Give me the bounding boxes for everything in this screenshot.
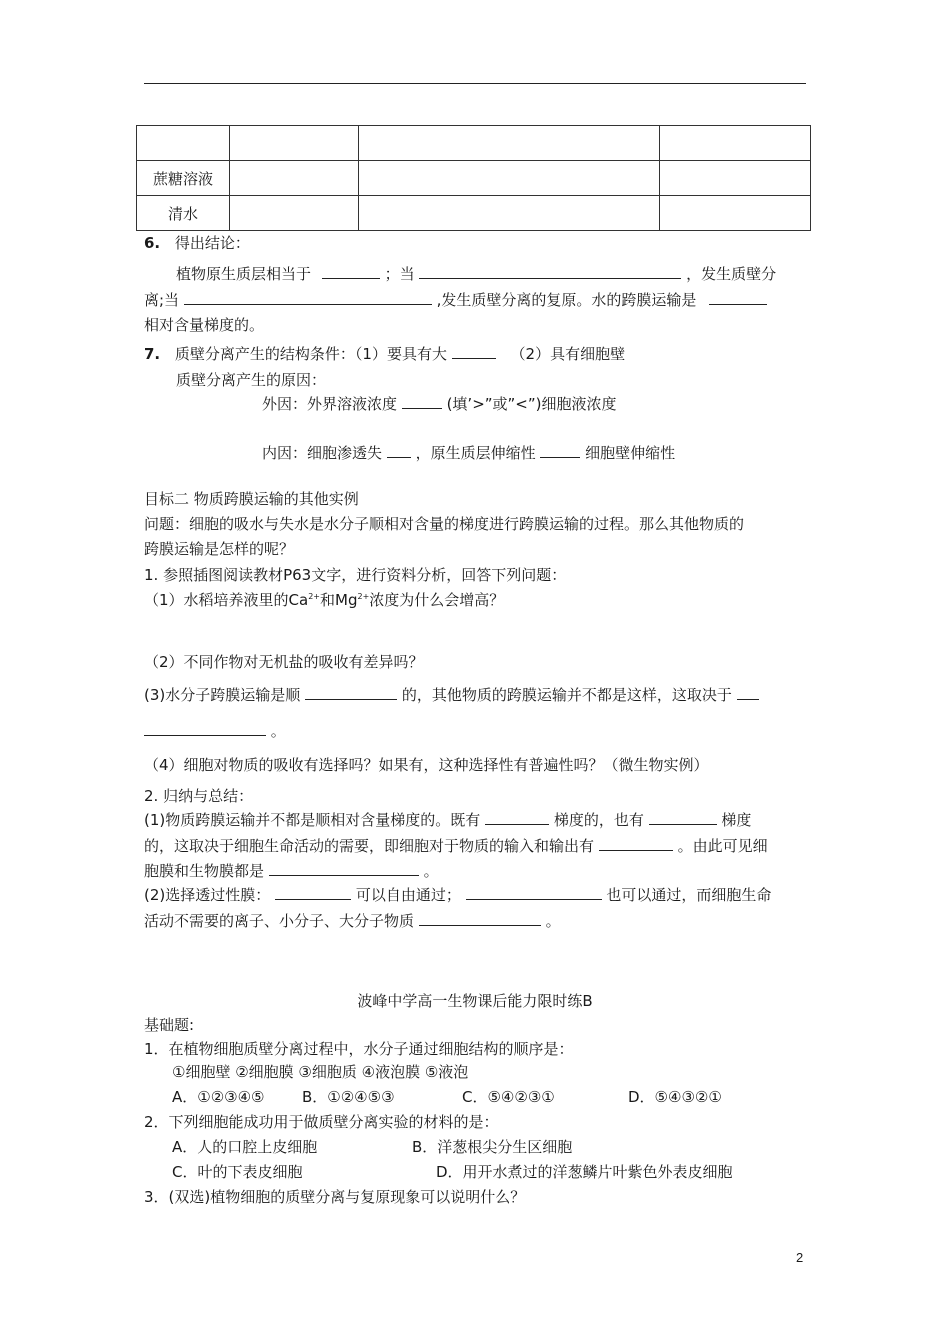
header-rule	[144, 83, 806, 84]
exercise-3: 3．(双选)植物细胞的质壁分离与复原现象可以说明什么？	[144, 1188, 526, 1206]
text: ，原生质层伸缩性	[415, 444, 536, 462]
table-cell: 蔗糖溶液	[137, 161, 230, 196]
s7-line-4	[262, 442, 675, 463]
text: （2）具有细胞壁	[510, 345, 626, 363]
text: 内因：细胞渗透失	[262, 444, 383, 462]
question-1-4: （4）细胞对物质的吸收有选择吗？如果有，这种选择性有普遍性吗？（微生物实例）	[144, 756, 709, 774]
section-title: 得出结论：	[174, 234, 250, 252]
text: 也可以通过，而细胞生命	[606, 886, 772, 904]
section-6-heading	[144, 232, 250, 253]
table-row	[137, 196, 811, 231]
goal-2-paragraph-2: 跨膜运输是怎样的呢？	[144, 540, 295, 558]
basic-label: 基础题:	[144, 1016, 195, 1034]
exercise-1-items: ①细胞壁 ②细胞膜 ③细胞质 ④液泡膜 ⑤液泡	[172, 1063, 469, 1081]
section-number: 6.	[144, 234, 161, 252]
answer-blank[interactable]	[709, 290, 767, 305]
answer-blank[interactable]	[305, 685, 397, 700]
text: ,发生质壁分离的复原。水的跨膜运输是	[436, 291, 697, 309]
exercise-2-option-b[interactable]: B．洋葱根尖分生区细胞	[412, 1138, 573, 1156]
goal-2-paragraph-1: 问题：细胞的吸水与失水是水分子顺相对含量的梯度进行跨膜运输的过程。那么其他物质的	[144, 515, 745, 533]
answer-blank[interactable]	[144, 721, 266, 736]
answer-blank[interactable]	[599, 836, 673, 851]
exercise-1: 1．在植物细胞质壁分离过程中，水分子通过细胞结构的顺序是：	[144, 1040, 574, 1058]
summary-line-4	[144, 884, 771, 905]
page-number: 2	[796, 1250, 804, 1265]
text: 。	[270, 722, 286, 740]
exercise-1-option-c[interactable]: C．⑤④②③①	[462, 1088, 555, 1106]
table-row	[137, 161, 811, 196]
s6-line-3: 相对含量梯度的。	[144, 316, 265, 334]
text: 质壁分离产生的结构条件：（1）要具有大	[174, 345, 447, 363]
text: 离;当	[144, 291, 180, 309]
text: 。由此可见细	[677, 837, 768, 855]
summary-line-2	[144, 835, 768, 856]
table-cell	[137, 126, 230, 161]
table-cell	[660, 196, 811, 231]
question-1-3-cont	[144, 720, 286, 741]
text: 细胞壁伸缩性	[585, 444, 676, 462]
text: ；当	[384, 265, 415, 283]
text: 活动不需要的离子、小分子、大分子物质	[144, 912, 415, 930]
answer-blank[interactable]	[540, 443, 580, 458]
question-1-3	[144, 684, 759, 705]
text: 浓度为什么会增高？	[369, 591, 505, 609]
s7-line-1	[144, 343, 625, 364]
question-2: 2. 归纳与总结：	[144, 787, 254, 805]
superscript: 2+	[308, 592, 321, 601]
table-cell	[660, 126, 811, 161]
table-cell	[230, 196, 359, 231]
text: （1）水稻培养液里的Ca	[144, 591, 309, 609]
section-number: 7.	[144, 345, 161, 363]
answer-blank[interactable]	[269, 861, 419, 876]
exercise-2-option-a[interactable]: A．人的口腔上皮细胞	[172, 1138, 318, 1156]
text: 和Mg	[320, 591, 358, 609]
table-cell	[359, 161, 660, 196]
question-1: 1. 参照插图阅读教材P63文字，进行资料分析，回答下列问题：	[144, 566, 567, 584]
text: 的，其他物质的跨膜运输并不都是这样，这取决于	[401, 686, 732, 704]
text: 胞膜和生物膜都是	[144, 862, 265, 880]
summary-line-5	[144, 910, 561, 931]
answer-blank[interactable]	[452, 344, 496, 359]
text: 可以自由通过；	[355, 886, 461, 904]
answer-blank[interactable]	[184, 290, 432, 305]
answer-blank[interactable]	[322, 264, 380, 279]
answer-blank[interactable]	[649, 810, 717, 825]
summary-line-1	[144, 809, 751, 830]
exercise-2-option-c[interactable]: C．叶的下表皮细胞	[172, 1163, 303, 1181]
exercise-1-option-d[interactable]: D．⑤④③②①	[628, 1088, 722, 1106]
text: 植物原生质层相当于	[176, 265, 312, 283]
s6-line-1	[176, 263, 776, 284]
text: (1)物质跨膜运输并不都是顺相对含量梯度的。既有	[144, 811, 481, 829]
answer-blank[interactable]	[737, 685, 759, 700]
answer-blank[interactable]	[275, 885, 351, 900]
s6-line-2	[144, 289, 767, 310]
text: 的，这取决于细胞生命活动的需要，即细胞对于物质的输入和输出有	[144, 837, 595, 855]
superscript: 2+	[357, 592, 370, 601]
table-cell	[660, 161, 811, 196]
question-1-1	[144, 589, 504, 610]
exercise-1-option-b[interactable]: B．①②④⑤③	[302, 1088, 395, 1106]
s7-line-2: 质壁分离产生的原因：	[176, 371, 327, 389]
text: 。	[423, 862, 439, 880]
text: ，发生质壁分	[686, 265, 777, 283]
table-row	[137, 126, 811, 161]
exercise-2: 2．下列细胞能成功用于做质壁分离实验的材料的是：	[144, 1113, 499, 1131]
question-1-2: （2）不同作物对无机盐的吸收有差异吗？	[144, 653, 424, 671]
summary-line-3	[144, 860, 439, 881]
exercise-title: 波峰中学高一生物课后能力限时练B	[357, 992, 593, 1010]
text: 。	[545, 912, 561, 930]
exercise-2-option-d[interactable]: D．用开水煮过的洋葱鳞片叶紫色外表皮细胞	[436, 1163, 733, 1181]
table-cell	[359, 126, 660, 161]
answer-blank[interactable]	[402, 394, 442, 409]
answer-blank[interactable]	[485, 810, 549, 825]
answer-blank[interactable]	[466, 885, 602, 900]
table-cell	[230, 126, 359, 161]
goal-2-title: 目标二 物质跨膜运输的其他实例	[144, 490, 359, 508]
text: 梯度	[721, 811, 752, 829]
table-cell	[359, 196, 660, 231]
text: (3)水分子跨膜运输是顺	[144, 686, 301, 704]
observation-table	[136, 125, 811, 231]
answer-blank[interactable]	[419, 911, 541, 926]
exercise-1-option-a[interactable]: A．①②③④⑤	[172, 1088, 265, 1106]
table-cell: 清水	[137, 196, 230, 231]
table-cell	[230, 161, 359, 196]
text: 梯度的，也有	[553, 811, 644, 829]
text: (2)选择透过性膜：	[144, 886, 271, 904]
s7-line-3	[262, 393, 617, 414]
answer-blank[interactable]	[419, 264, 681, 279]
answer-blank[interactable]	[387, 443, 411, 458]
text: 外因：外界溶液浓度	[262, 395, 398, 413]
text: (填’>”或”<”)细胞液浓度	[446, 395, 617, 413]
